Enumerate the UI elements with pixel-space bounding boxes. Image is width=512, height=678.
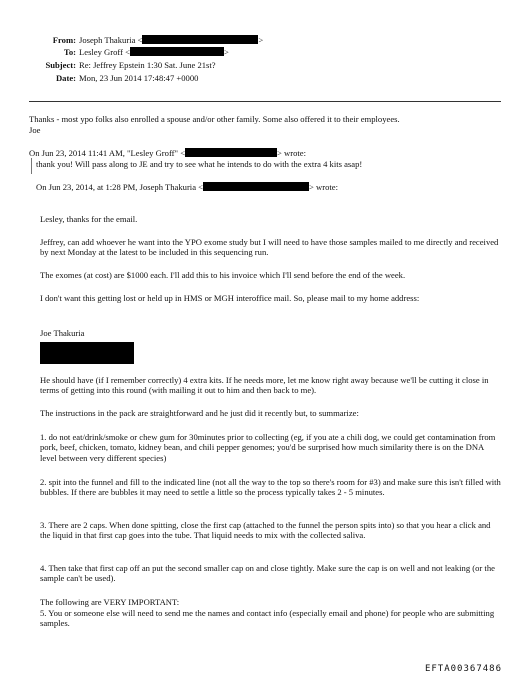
header-divider — [29, 101, 501, 102]
step4-paragraph: 4. Then take that first cap off an put the second smaller cap on and close tightly. Make sure the cap is on well and not leaking (or the sample can't be used). — [40, 563, 495, 584]
step2-paragraph: 2. spit into the funnel and fill to the indicated line (not all the way to the top so there's room for #3) and make sure this isn't filled with bubbles. If there are bubbles it may need to settle a little so the process typically takes 2 - 5 minutes. — [40, 477, 501, 498]
redaction-box — [142, 35, 258, 44]
step5-paragraph: 5. You or someone else will need to send me the names and contact info (especially email and phone) for people who are submitting samples. — [40, 608, 495, 629]
signature-name: Joe Thakuria — [40, 328, 85, 338]
redacted-address — [40, 342, 134, 364]
quote2-intro-start: On Jun 23, 2014, at 1:28 PM, Joseph Thakuria < — [36, 182, 204, 192]
quote1-intro-start: On Jun 23, 2014 11:41 AM, "Lesley Groff" < — [29, 148, 186, 158]
redaction-box — [203, 182, 309, 191]
close-bracket: > — [258, 35, 264, 45]
email-header-subject — [0, 60, 260, 70]
redaction-box — [130, 47, 224, 56]
subject-label: Subject: — [45, 60, 76, 70]
from-value: Joseph Thakuria < — [79, 35, 143, 45]
important-paragraph: The following are VERY IMPORTANT: — [40, 597, 180, 607]
reply-text: Thanks - most ypo folks also enrolled a spouse and/or other family. Some also offered it to their employees. — [29, 114, 400, 124]
redaction-box — [185, 148, 277, 157]
reply-signature: Joe — [29, 125, 41, 135]
email-header-date — [0, 73, 260, 83]
step3-paragraph: 3. There are 2 caps. When done spitting, close the first cap (attached to the funnel the person spits into) so that you hear a click and the liquid in that first cap goes into the tube. That liquid needs to mix with the collected saliva. — [40, 520, 491, 541]
subject-value: Re: Jeffrey Epstein 1:30 Sat. June 21st? — [79, 60, 216, 70]
close-bracket: > — [223, 47, 229, 57]
quote2-intro-end: > wrote: — [309, 182, 338, 192]
date-value: Mon, 23 Jun 2014 17:48:47 +0000 — [79, 73, 199, 83]
mail-paragraph: I don't want this getting lost or held up in HMS or MGH interoffice mail. So, please mail to my home address: — [40, 293, 420, 303]
jeffrey-paragraph: Jeffrey, can add whoever he want into the YPO exome study but I will need to have those samples mailed to me directly and received by next Monday at the latest to be included in this sequencing run. — [40, 237, 499, 258]
step1-paragraph: 1. do not eat/drink/smoke or chew gum for 30minutes prior to collecting (eg, if you ate a chili dog, we could get contamination from pork, beef, chicken, tomato, kidney bean, and chili pepper genomes; you'd be surprised how much similarity there is on the DNA level between very different species) — [40, 432, 496, 463]
quote2-intro — [36, 182, 502, 192]
to-label: To: — [63, 47, 76, 57]
instructions-paragraph: The instructions in the pack are straightforward and he just did it recently but, to summarize: — [40, 408, 359, 418]
quote1-text: thank you! Will pass along to JE and try to see what he intends to do with the extra 4 kits asap! — [36, 159, 363, 169]
greeting-paragraph: Lesley, thanks for the email. — [40, 214, 138, 224]
date-label: Date: — [55, 73, 76, 83]
kits-paragraph: He should have (if I remember correctly) 4 extra kits. If he needs more, let me know right away because we'll be cutting it close in terms of getting into this round (with mailing it out to him and then back to me). — [40, 375, 489, 396]
quote-bar — [31, 158, 32, 174]
quote1-intro-end: > wrote: — [277, 148, 306, 158]
quote1-intro — [29, 148, 499, 158]
document-id: EFTA00367486 — [424, 663, 502, 674]
to-value: Lesley Groff < — [79, 47, 130, 57]
cost-paragraph: The exomes (at cost) are $1000 each. I'll add this to his invoice which I'll send before the end of the week. — [40, 270, 406, 280]
email-header-from — [0, 35, 264, 45]
from-label: From: — [52, 35, 76, 45]
email-header-to — [0, 47, 260, 57]
